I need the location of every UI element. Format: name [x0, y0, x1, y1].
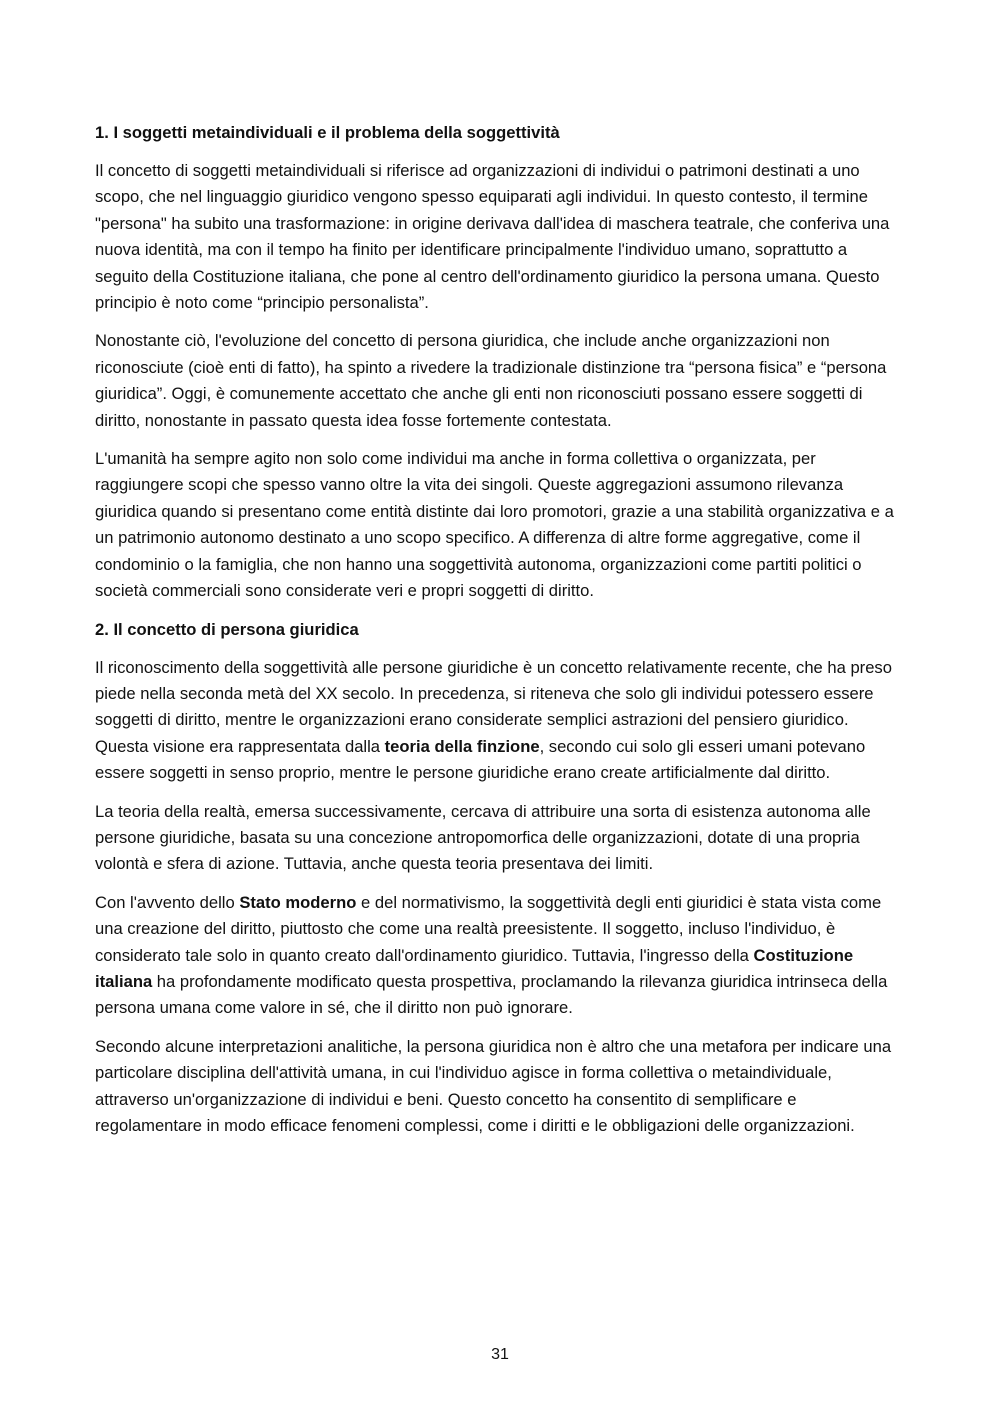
paragraph: Il concetto di soggetti metaindividuali si riferisce ad organizzazioni di individui o patrimoni destinati a uno scopo, che nel linguaggio giuridico vengono spesso equiparati agli individui. In questo contesto, il termine "persona" ha subito una trasformazione: in origine derivava dall'idea di maschera teatrale, che conferiva una nuova identità, ma con il tempo ha finito per identificare principalmente l'individuo umano, soprattutto a seguito della Costituzione italiana, che pone al centro dell'ordinamento giuridico la persona umana. Questo principio è noto come “principio personalista”. [95, 161, 890, 313]
paragraph: L'umanità ha sempre agito non solo come individui ma anche in forma collettiva o organizzata, per raggiungere scopi che spesso vanno oltre la vita dei singoli. Queste aggregazioni assumono rilevanza giuridica quando si presentano come entità distinte dai loro promotori, grazie a una stabilità organizzativa e a un patrimonio autonomo destinato a uno scopo specifico. A differenza di altre forme aggregative, come il condominio o la famiglia, che non hanno una soggettività autonoma, organizzazioni come partiti politici o società commerciali sono considerate veri e propri soggetti di diritto. [95, 449, 894, 601]
paragraph: Secondo alcune interpretazioni analitiche, la persona giuridica non è altro che una metafora per indicare una particolare disciplina dell'attività umana, in cui l'individuo agisce in forma collettiva o metaindividuale, attraverso un'organizzazione di individui e beni. Questo concetto ha consentito di semplificare e regolamentare in modo efficace fenomeni complessi, come i diritti e le obbligazioni delle organizzazioni. [95, 1036, 892, 1135]
page-content [95, 120, 905, 1151]
page-number: 31 [491, 1346, 509, 1363]
paragraph-text: ha profondamente modificato questa prospettiva, proclamando la rilevanza giuridica intrinseca della persona umana come valore in sé, che il diritto non può ignorare. [95, 971, 888, 1018]
paragraph: Nonostante ciò, l'evoluzione del concetto di persona giuridica, che include anche organizzazioni non riconosciute (cioè enti di fatto), ha spinto a rivedere la tradizionale distinzione tra “persona fisica” e “persona giuridica”. Oggi, è comunemente accettato che anche gli enti non riconosciuti possano essere soggetti di diritto, nonostante in passato questa idea fosse fortemente contestata. [95, 331, 887, 430]
paragraph-text: , secondo cui solo gli esseri umani potevano essere soggetti in senso proprio, mentre le persone giuridiche erano create artificialmente dal diritto. [95, 736, 866, 783]
bold-term-stato-moderno: Stato moderno [239, 892, 357, 912]
paragraph-text: Il riconoscimento della soggettività alle persone giuridiche è un concetto relativamente recente, che ha preso piede nella seconda metà del XX secolo. In precedenza, si riteneva che solo gli individui potessero essere soggetti di diritto, mentre le organizzazioni erano considerate semplici astrazioni del pensiero giuridico. Questa visione era rappresentata dalla [95, 657, 892, 756]
paragraph: La teoria della realtà, emersa successivamente, cercava di attribuire una sorta di esistenza autonoma alle persone giuridiche, basata su una concezione antropomorfica delle organizzazioni, dotate di una propria volontà e sfera di azione. Tuttavia, anche questa teoria presentava dei limiti. [95, 801, 871, 874]
paragraph-text: Con l'avvento dello [95, 892, 240, 912]
paragraph [95, 890, 905, 1022]
paragraph [95, 655, 905, 787]
paragraph-text: e del normativismo, la soggettività degli enti giuridici è stata vista come una creazione del diritto, piuttosto che come una realtà preesistente. Il soggetto, incluso l'individuo, è considerato tale solo in quanto creato dall'ordinamento giuridico. Tuttavia, l'ingresso della [95, 892, 882, 965]
bold-term-costituzione: Costituzione italiana [95, 945, 854, 991]
section-heading-1: 1. I soggetti metaindividuali e il problema della soggettività [95, 123, 560, 142]
section-heading-2: 2. Il concetto di persona giuridica [95, 619, 359, 639]
bold-term-teoria-finzione: teoria della finzione [384, 736, 540, 756]
